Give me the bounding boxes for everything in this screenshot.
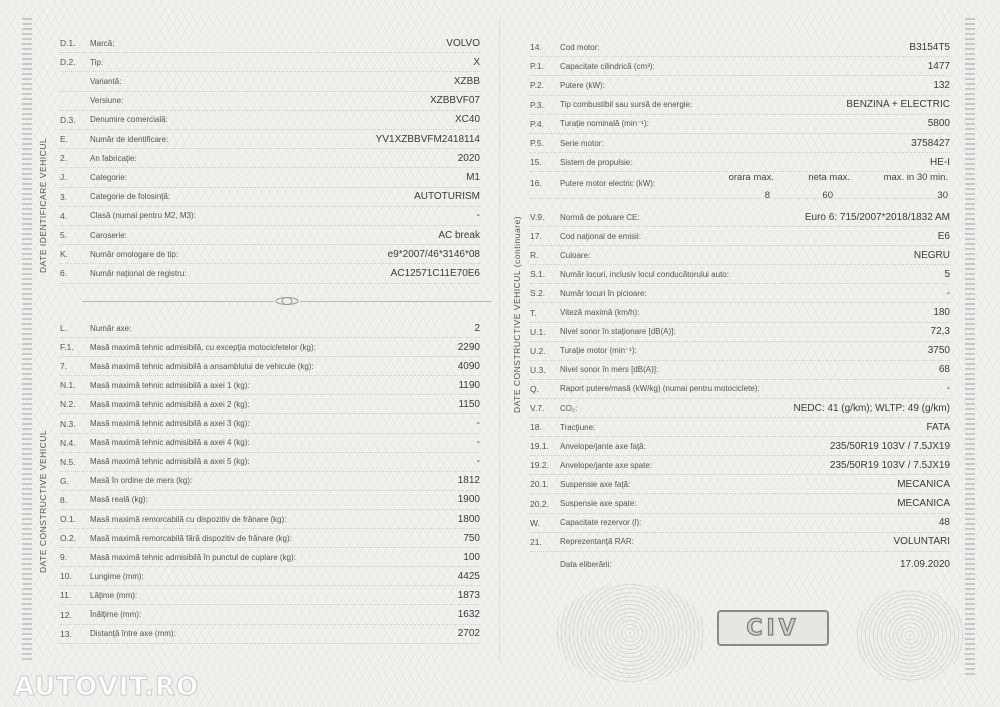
electric-col-3-value: 30 bbox=[937, 190, 948, 201]
row-code: P.2. bbox=[530, 80, 545, 91]
row-label: Masă în ordine de mers (kg): bbox=[90, 476, 193, 486]
row-code: 20.1. bbox=[530, 479, 549, 490]
row-label: Număr omologare de tip: bbox=[90, 249, 179, 259]
field-row bbox=[530, 284, 950, 303]
row-value: 2 bbox=[474, 322, 480, 334]
row-code: 2. bbox=[60, 153, 68, 164]
row-code: V.7. bbox=[530, 403, 545, 414]
field-row bbox=[60, 226, 480, 245]
civ-logo bbox=[717, 610, 829, 646]
field-row bbox=[60, 491, 480, 510]
row-value: 1900 bbox=[457, 494, 480, 506]
row-label: Anvelope/jante axe spate: bbox=[560, 460, 653, 470]
row-value: M1 bbox=[466, 171, 480, 183]
ornament-line-right bbox=[300, 301, 492, 302]
construction-side-label: DATE CONSTRUCTIVE VEHICUL bbox=[38, 429, 48, 573]
row-value: 48 bbox=[938, 517, 950, 529]
row-code: D.1. bbox=[60, 38, 76, 49]
field-row bbox=[60, 529, 480, 548]
issue-date-row bbox=[530, 556, 950, 572]
row-label: Număr locuri în picioare: bbox=[560, 288, 647, 298]
row-code: 4. bbox=[60, 210, 68, 221]
row-value: 1873 bbox=[457, 589, 480, 601]
field-row bbox=[60, 92, 480, 111]
row-label: Nivel sonor în mers [dB(A)]: bbox=[560, 365, 659, 375]
row-code: 9. bbox=[60, 552, 68, 563]
row-label: Tip: bbox=[90, 57, 104, 67]
field-row bbox=[530, 246, 950, 265]
field-row bbox=[530, 514, 950, 533]
row-label: An fabricaţie: bbox=[90, 153, 137, 163]
row-label: Anvelope/jante axe faţă: bbox=[560, 441, 646, 451]
electric-col-1-value: 8 bbox=[764, 190, 770, 201]
row-value: XZBB bbox=[453, 75, 480, 87]
row-label: Masă maximă tehnic admisibilă a axei 3 (kg): bbox=[90, 419, 250, 429]
row-label: Masă maximă tehnic admisibilă, cu excepţia motocicletelor (kg): bbox=[90, 342, 316, 352]
row-label: Masă maximă remorcabilă cu dispozitiv de frânare (kg): bbox=[90, 514, 287, 524]
row-value: E6 bbox=[937, 230, 950, 242]
row-label: Denumire comercială: bbox=[90, 115, 168, 125]
field-row bbox=[60, 72, 480, 91]
field-row bbox=[60, 567, 480, 586]
row-value: 4090 bbox=[457, 360, 480, 372]
row-value: AUTOTURISM bbox=[414, 191, 480, 203]
field-row bbox=[60, 168, 480, 187]
row-value: - bbox=[476, 456, 480, 468]
row-code: 13. bbox=[60, 628, 72, 639]
row-code: T. bbox=[530, 307, 537, 318]
row-label: Masă maximă tehnic admisibilă a axei 5 (kg): bbox=[90, 457, 250, 467]
row-value: NEDC: 41 (g/km); WLTP: 49 (g/km) bbox=[793, 402, 950, 414]
row-value: 180 bbox=[933, 307, 950, 319]
row-label: Categorie: bbox=[90, 172, 127, 182]
row-code: 17. bbox=[530, 231, 542, 242]
row-code: P.5. bbox=[530, 138, 545, 149]
row-code: W. bbox=[530, 517, 540, 528]
section-ornament bbox=[82, 295, 492, 307]
field-row bbox=[60, 625, 480, 644]
field-row bbox=[530, 399, 950, 418]
guilloche-rosette-left bbox=[555, 583, 705, 683]
row-code: D.3. bbox=[60, 114, 76, 125]
row-code: J. bbox=[60, 172, 67, 183]
row-code: P.3. bbox=[530, 99, 545, 110]
field-row bbox=[60, 188, 480, 207]
row-code: 16. bbox=[530, 178, 542, 188]
field-row bbox=[60, 338, 480, 357]
row-label: Culoare: bbox=[560, 250, 591, 260]
row-value: MECANICA bbox=[897, 478, 950, 490]
field-row bbox=[530, 456, 950, 475]
row-value: 3750 bbox=[927, 345, 950, 357]
row-label: Suspensie axe faţă: bbox=[560, 479, 631, 489]
row-label: Turaţie nominală (min⁻¹): bbox=[560, 119, 649, 129]
row-code: 6. bbox=[60, 268, 68, 279]
row-code: Q. bbox=[530, 383, 539, 394]
row-code: V.9. bbox=[530, 212, 545, 223]
row-label: Lăţime (mm): bbox=[90, 590, 138, 600]
row-code: 3. bbox=[60, 191, 68, 202]
row-value: B3154T5 bbox=[909, 41, 950, 53]
row-label: CO₂: bbox=[560, 403, 578, 413]
row-code: O.1. bbox=[60, 514, 77, 525]
field-row bbox=[530, 437, 950, 456]
row-label: Cod motor: bbox=[560, 42, 600, 52]
row-label: Serie motor: bbox=[560, 138, 604, 148]
row-label: Raport putere/masă (kW/kg) (numai pentru motociclete): bbox=[560, 384, 760, 394]
field-row bbox=[530, 475, 950, 494]
row-code: N.4. bbox=[60, 437, 76, 448]
field-row bbox=[60, 264, 480, 283]
row-value: XC40 bbox=[454, 114, 480, 126]
row-code: 5. bbox=[60, 230, 68, 241]
row-code: S.2. bbox=[530, 288, 546, 299]
field-row bbox=[60, 586, 480, 605]
field-row bbox=[60, 548, 480, 567]
row-value: 235/50R19 103V / 7.5JX19 bbox=[829, 440, 950, 452]
field-row bbox=[530, 265, 950, 284]
row-code: N.5. bbox=[60, 456, 76, 467]
row-value: 235/50R19 103V / 7.5JX19 bbox=[829, 459, 950, 471]
row-label: Tracţiune: bbox=[560, 422, 596, 432]
right-page-border bbox=[965, 18, 975, 678]
row-value: 1150 bbox=[458, 398, 480, 410]
field-row bbox=[530, 227, 950, 246]
field-row bbox=[60, 510, 480, 529]
row-label: Caroserie: bbox=[90, 230, 127, 240]
row-value: - bbox=[476, 418, 480, 430]
field-row bbox=[530, 38, 950, 57]
electric-col-3-label: max. in 30 min. bbox=[883, 172, 948, 183]
row-label: Masă maximă tehnic admisibilă a axei 2 (kg): bbox=[90, 399, 250, 409]
field-row bbox=[60, 395, 480, 414]
row-label: Nivel sonor în staţionare [dB(A)]: bbox=[560, 327, 676, 337]
row-value: 1812 bbox=[457, 475, 480, 487]
field-row bbox=[530, 495, 950, 514]
identification-side-label: DATE IDENTIFICARE VEHICUL bbox=[38, 137, 48, 273]
row-code: R. bbox=[530, 250, 539, 261]
field-row bbox=[530, 134, 950, 153]
row-label: Clasă (numai pentru M2, M3): bbox=[90, 211, 196, 221]
field-row bbox=[530, 115, 950, 134]
ornament-knot-icon bbox=[274, 296, 300, 306]
electric-col-2-value: 60 bbox=[822, 190, 833, 201]
row-value: FATA bbox=[926, 421, 950, 433]
row-label: Distanţă între axe (mm): bbox=[90, 629, 176, 639]
row-value: 3758427 bbox=[911, 137, 950, 149]
row-value: 1632 bbox=[457, 609, 480, 621]
row-label: Suspensie axe spate: bbox=[560, 499, 637, 509]
row-value: 5800 bbox=[927, 118, 950, 130]
row-code: P.4. bbox=[530, 118, 545, 129]
row-code: E. bbox=[60, 134, 69, 145]
row-code: 8. bbox=[60, 494, 68, 505]
row-code: P.1. bbox=[530, 61, 545, 72]
row-label: Sistem de propulsie: bbox=[560, 157, 633, 167]
field-row bbox=[530, 57, 950, 76]
row-label: Masă reală (kg): bbox=[90, 495, 148, 505]
row-label: Număr de identificare: bbox=[90, 134, 169, 144]
guilloche-rosette-right bbox=[855, 588, 965, 683]
left-page-border bbox=[22, 18, 32, 663]
row-label: Masă maximă tehnic admisibilă a axei 1 (kg): bbox=[90, 380, 250, 390]
row-label: Capacitate rezervor (l): bbox=[560, 518, 642, 528]
row-value: VOLVO bbox=[446, 37, 480, 49]
electric-col-1-label: orara max. bbox=[728, 172, 774, 183]
row-value: - bbox=[476, 437, 480, 449]
row-value: Euro 6: 715/2007*2018/1832 AM bbox=[804, 211, 950, 223]
right-page bbox=[500, 18, 975, 678]
row-label: Număr axe: bbox=[90, 323, 132, 333]
row-value: - bbox=[476, 210, 480, 222]
field-row bbox=[60, 111, 480, 130]
row-value: e9*2007/46*3146*08 bbox=[387, 248, 480, 260]
row-value: X bbox=[473, 56, 480, 68]
field-row bbox=[530, 96, 950, 115]
row-code: S.1. bbox=[530, 269, 546, 280]
row-value: 4425 bbox=[457, 570, 480, 582]
row-value: 2020 bbox=[457, 152, 480, 164]
row-label: Normă de poluare CE: bbox=[560, 212, 640, 222]
issue-date-value: 17.09.2020 bbox=[899, 558, 950, 570]
row-code: G. bbox=[60, 475, 69, 486]
row-code: N.1. bbox=[60, 380, 76, 391]
electric-col-2-label: neta max. bbox=[808, 172, 850, 183]
row-value: 1190 bbox=[458, 379, 480, 391]
row-value: - bbox=[946, 287, 950, 299]
row-code: 12. bbox=[60, 609, 72, 620]
field-row bbox=[530, 380, 950, 399]
row-value: 750 bbox=[463, 532, 480, 544]
row-label: Capacitate cilindrică (cm³): bbox=[560, 61, 655, 71]
field-row bbox=[60, 149, 480, 168]
field-row bbox=[530, 323, 950, 342]
row-code: 19.1. bbox=[530, 441, 549, 452]
row-label: Versiune: bbox=[90, 96, 124, 106]
field-row bbox=[60, 357, 480, 376]
field-row bbox=[60, 53, 480, 72]
row-code: N.2. bbox=[60, 399, 76, 410]
row-code: 15. bbox=[530, 157, 542, 168]
row-value: 132 bbox=[933, 79, 950, 91]
row-code: 10. bbox=[60, 571, 72, 582]
row-code: 18. bbox=[530, 422, 542, 433]
row-value: XZBBVF07 bbox=[429, 95, 480, 107]
row-label: Cod naţional de emisii: bbox=[560, 231, 641, 241]
row-code: O.2. bbox=[60, 533, 77, 544]
row-value: 1477 bbox=[927, 60, 950, 72]
row-code: L. bbox=[60, 323, 68, 334]
row-label: Masă maximă tehnic admisibilă în punctul de cuplare (kg): bbox=[90, 552, 296, 562]
field-row bbox=[60, 453, 480, 472]
row-label: Tip combustibil sau sursă de energie: bbox=[560, 100, 693, 110]
field-row bbox=[530, 76, 950, 95]
row-label: Reprezentanţă RAR: bbox=[560, 537, 634, 547]
row-value: 68 bbox=[938, 364, 950, 376]
construction-cont-side-label: DATE CONSTRUCTIVE VEHICUL (continuare) bbox=[512, 215, 522, 413]
row-label: Număr locuri, inclusiv locul conducătorului auto: bbox=[560, 269, 729, 279]
field-row bbox=[60, 415, 480, 434]
ornament-line-left bbox=[82, 301, 274, 302]
row-label: Putere motor electric (kW): bbox=[560, 178, 656, 188]
field-row bbox=[530, 208, 950, 227]
row-code: 20.2. bbox=[530, 498, 549, 509]
row-value: 2702 bbox=[457, 628, 480, 640]
field-row bbox=[60, 34, 480, 53]
row-label: Masă maximă tehnic admisibilă a axei 4 (kg): bbox=[90, 438, 250, 448]
row-value: 72,3 bbox=[930, 326, 950, 338]
row-code: U.2. bbox=[530, 345, 546, 356]
row-value: BENZINA + ELECTRIC bbox=[846, 99, 950, 111]
row-label: Înălţime (mm): bbox=[90, 610, 142, 620]
row-code: 19.2. bbox=[530, 460, 549, 471]
row-value: AC12571C11E70E6 bbox=[390, 267, 480, 279]
row-label: Număr naţional de registru: bbox=[90, 268, 187, 278]
field-row bbox=[60, 606, 480, 625]
field-row bbox=[530, 418, 950, 437]
row-label: Viteză maximă (km/h): bbox=[560, 308, 640, 318]
field-row bbox=[530, 361, 950, 380]
left-page bbox=[22, 18, 498, 663]
row-code: 21. bbox=[530, 536, 542, 547]
row-value: NEGRU bbox=[913, 249, 950, 261]
row-label: Lungime (mm): bbox=[90, 571, 144, 581]
row-code: D.2. bbox=[60, 57, 76, 68]
row-value: 100 bbox=[463, 551, 480, 563]
field-row bbox=[60, 472, 480, 491]
row-value: MECANICA bbox=[897, 498, 950, 510]
row-code: 11. bbox=[60, 590, 72, 601]
row-value: HE-I bbox=[930, 156, 950, 168]
field-row bbox=[60, 434, 480, 453]
row-code: U.1. bbox=[530, 326, 546, 337]
row-label: Marcă: bbox=[90, 38, 115, 48]
field-row bbox=[60, 376, 480, 395]
row-value: 5 bbox=[944, 268, 950, 280]
field-row bbox=[60, 319, 480, 338]
watermark: AUTOVIT.RO bbox=[14, 672, 200, 702]
row-label: Masă maximă remorcabilă fără dispozitiv de frânare (kg): bbox=[90, 533, 292, 543]
row-value: - bbox=[946, 383, 950, 395]
issue-date-label: Data eliberării: bbox=[560, 559, 612, 569]
civ-logo-text: CIV bbox=[746, 615, 800, 641]
field-row bbox=[530, 533, 950, 552]
field-row bbox=[60, 245, 480, 264]
row-code: 7. bbox=[60, 361, 68, 372]
row-label: Turaţie motor (min⁻¹): bbox=[560, 346, 637, 356]
row-code: 14. bbox=[530, 42, 542, 53]
row-label: Putere (kW): bbox=[560, 80, 605, 90]
row-label: Categorie de folosinţă: bbox=[90, 192, 171, 202]
field-row bbox=[60, 207, 480, 226]
field-row bbox=[530, 342, 950, 361]
row-code: U.3. bbox=[530, 364, 546, 375]
row-code: K. bbox=[60, 249, 69, 260]
field-row bbox=[530, 304, 950, 323]
row-value: YV1XZBBVFM2418114 bbox=[375, 133, 480, 145]
row-label: Variantă: bbox=[90, 76, 122, 86]
row-code: F.1. bbox=[60, 342, 74, 353]
row-value: VOLUNTARI bbox=[893, 536, 950, 548]
row-value: 2290 bbox=[457, 341, 480, 353]
row-value: 1800 bbox=[457, 513, 480, 525]
row-value: AC break bbox=[438, 229, 480, 241]
row-label: Masă maximă tehnic admisibilă a ansamblului de vehicule (kg): bbox=[90, 361, 314, 371]
row-code: N.3. bbox=[60, 418, 76, 429]
field-row bbox=[60, 130, 480, 149]
